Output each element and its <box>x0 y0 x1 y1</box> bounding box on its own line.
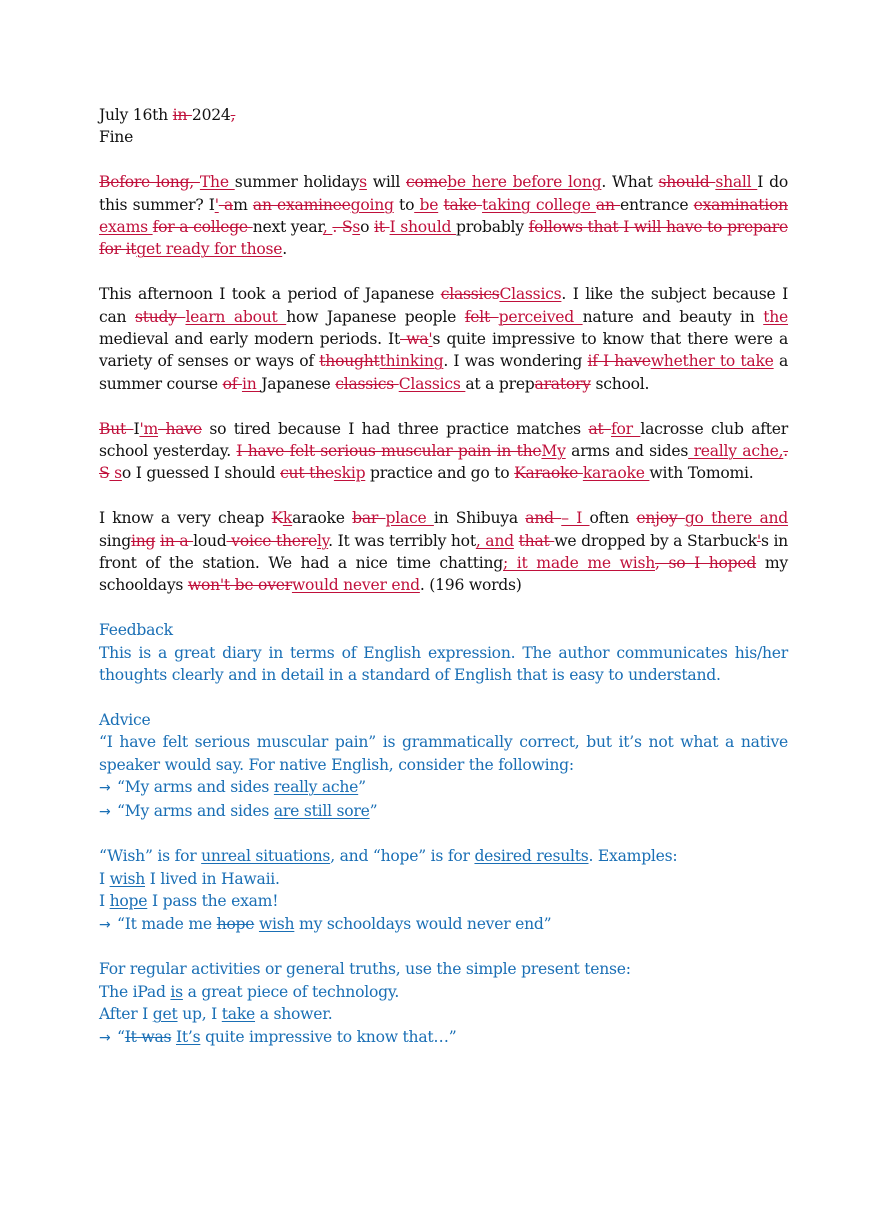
text-run: 2024 <box>191 106 231 124</box>
text-run: I know a very cheap <box>99 509 272 528</box>
diary-paragraph-1 <box>99 171 788 261</box>
text-run: I <box>133 419 140 438</box>
text-run: , and “hope” is for <box>330 847 475 866</box>
text-run: arms and sides <box>565 442 689 461</box>
diary-document <box>99 104 788 1049</box>
inserted-text: – I <box>561 509 590 528</box>
deleted-text: for a college <box>152 218 253 237</box>
suggestion-1 <box>99 776 788 799</box>
text-run: s quite impressive to know that there were a variety of senses or ways of <box>99 330 788 371</box>
deleted-text: enjoy <box>636 509 685 528</box>
underlined-text: unreal situations <box>201 847 331 866</box>
text-run: a summer course <box>99 352 789 393</box>
deleted-text: I have felt serious muscular pain in the <box>236 442 542 461</box>
suggestion-2 <box>99 800 788 823</box>
text-run: my schooldays <box>99 554 788 595</box>
text-run: For regular activities or general truths, use the simple present tense: <box>99 960 631 979</box>
underlined-text: wish <box>109 869 146 888</box>
deleted-text: in a <box>160 531 194 550</box>
deleted-text: aratory <box>534 374 591 393</box>
text-run: sing <box>99 531 132 550</box>
deleted-text: classics <box>335 374 399 393</box>
underlined-text: are still sore <box>273 801 370 820</box>
underlined-text: hope <box>109 892 148 911</box>
arrow-right-icon: → <box>99 1029 111 1046</box>
deleted-text: , <box>230 106 236 124</box>
text-run: Fine <box>99 128 134 147</box>
text-run: nature and beauty in <box>582 307 764 326</box>
deleted-text: K <box>271 509 283 528</box>
diary-date <box>99 104 788 126</box>
text-run: medieval and early modern periods. It <box>99 330 400 349</box>
text-run: school. <box>590 374 650 393</box>
deleted-text: cut the <box>280 464 334 483</box>
text-run: ” <box>369 801 378 820</box>
inserted-text: taking college <box>482 195 596 214</box>
deleted-text: a <box>218 195 234 214</box>
text-run: . It was terribly hot <box>328 531 476 550</box>
inserted-text: , <box>322 218 333 237</box>
inserted-text: whether to take <box>650 352 774 371</box>
correction-text <box>117 1028 456 1046</box>
inserted-text: s <box>352 218 361 237</box>
underlined-text: desired results <box>474 847 589 866</box>
text-run: This afternoon I took a period of Japanese <box>99 285 441 304</box>
deleted-text: an examinee <box>252 195 351 214</box>
underlined-text: It’s <box>175 1027 201 1046</box>
deleted-text: felt <box>464 307 499 326</box>
text-run: we dropped by a Starbuck <box>554 531 757 550</box>
deleted-text: ' <box>756 531 761 550</box>
advice-title: Advice <box>99 710 151 729</box>
inserted-text: in <box>241 374 262 393</box>
deleted-text: have <box>158 419 202 438</box>
deleted-text: Karaoke <box>514 464 583 483</box>
inserted-text: k <box>282 509 293 528</box>
text-run: After I <box>99 1005 153 1024</box>
diary-paragraph-4 <box>99 507 788 597</box>
present-example-1 <box>99 981 788 1003</box>
wish-hope-intro <box>99 845 788 867</box>
feedback-section <box>99 619 788 686</box>
present-example-2 <box>99 1003 788 1025</box>
underlined-text: get <box>152 1005 178 1024</box>
text-run: I lived in Hawaii. <box>145 869 280 888</box>
inserted-text: My <box>541 442 566 461</box>
correction-text <box>117 915 551 933</box>
deleted-text: thought <box>319 352 380 371</box>
feedback-title: Feedback <box>99 621 173 640</box>
text-run: in Shibuya <box>433 509 526 528</box>
hope-example <box>99 890 788 912</box>
deleted-text: . S <box>99 442 789 483</box>
deleted-text: it <box>374 218 390 237</box>
arrow-right-icon: → <box>99 916 111 933</box>
text-run: my schooldays would never end” <box>294 914 552 933</box>
text-run: araoke <box>292 509 353 528</box>
text-run: will <box>366 173 406 192</box>
deleted-text: bar <box>352 509 386 528</box>
inserted-text: ' <box>428 330 433 349</box>
text-run: ” <box>358 778 366 797</box>
inserted-text: really ache, <box>688 442 784 461</box>
text-run: “ <box>117 1027 125 1046</box>
deleted-text: It was <box>124 1027 172 1046</box>
present-correction <box>99 1026 788 1049</box>
deleted-text: examination <box>693 195 788 214</box>
text-run: I <box>99 892 110 911</box>
text-run: . I like the subject because I can <box>99 285 789 326</box>
text-run: quite impressive to know that…” <box>200 1027 457 1046</box>
deleted-text: But <box>99 419 134 438</box>
inserted-text: 'm <box>139 419 159 438</box>
text-run: July 16th <box>99 106 173 124</box>
inserted-text: ly <box>316 531 329 550</box>
deleted-text: won't be over <box>187 576 292 595</box>
deleted-text: should <box>658 173 716 192</box>
deleted-text: that <box>518 531 555 550</box>
deleted-text: classics <box>440 285 500 304</box>
inserted-text: learn about <box>185 307 287 326</box>
inserted-text: going <box>350 195 394 214</box>
inserted-text: perceived <box>498 307 583 326</box>
text-run: . (196 words) <box>419 576 522 595</box>
deleted-text: . S <box>332 218 353 237</box>
text-run: loud <box>193 531 227 550</box>
inserted-text: for <box>611 419 641 438</box>
inserted-text: exams <box>99 218 153 237</box>
inserted-text: s <box>109 464 122 483</box>
diary-weather <box>99 126 788 148</box>
text-run: a great piece of technology. <box>182 982 400 1001</box>
inserted-text: Classics <box>398 374 466 393</box>
text-run: how Japanese people <box>286 307 465 326</box>
text-run: practice and go to <box>365 464 515 483</box>
text-run: . What <box>601 173 659 192</box>
text-run: so tired because I had three practice matches <box>201 419 589 438</box>
deleted-text: wa <box>399 330 429 349</box>
text-run: entrance <box>620 195 694 214</box>
underlined-text: take <box>221 1005 256 1024</box>
deleted-text: Before long, <box>99 173 200 192</box>
text-run: s in front of the station. We had a nice time chatting <box>99 531 788 573</box>
text-run: I do this summer? I <box>99 173 788 214</box>
deleted-text: voice there <box>226 531 317 550</box>
text-run: lacrosse club after school yesterday. <box>99 419 788 461</box>
text-run: . I was wondering <box>443 352 588 371</box>
suggestion-text <box>117 778 366 796</box>
arrow-right-icon: → <box>99 780 111 797</box>
deleted-text: if I have <box>587 352 651 371</box>
wish-correction <box>99 913 788 936</box>
underlined-text: is <box>170 982 183 1001</box>
deleted-text: study <box>134 307 186 326</box>
deleted-text: an <box>595 195 621 214</box>
text-run: summer holiday <box>234 173 360 192</box>
inserted-text: go there and <box>684 509 789 528</box>
deleted-text: , so I hoped <box>655 554 757 573</box>
text-run: to <box>393 195 415 214</box>
text-run: “My arms and sides <box>117 801 274 820</box>
text-run: I <box>99 869 110 888</box>
inserted-text: the <box>763 307 789 326</box>
text-run: up, I <box>177 1005 222 1024</box>
inserted-text: ' <box>214 195 219 214</box>
deleted-text: in <box>172 106 192 124</box>
inserted-text: get ready for those <box>136 240 283 259</box>
deleted-text: hope <box>216 914 255 933</box>
text-run: Japanese <box>261 374 336 393</box>
inserted-text: I should <box>389 218 456 237</box>
inserted-text: place <box>385 509 434 528</box>
text-run: “My arms and sides <box>117 778 274 797</box>
deleted-text: come <box>406 173 448 192</box>
inserted-text: be here before long <box>447 173 602 192</box>
text-run: I pass the exam! <box>147 892 279 911</box>
inserted-text: skip <box>333 464 366 483</box>
text-run: o <box>360 218 374 237</box>
text-run: “Wish” is for <box>99 847 202 866</box>
deleted-text: at <box>588 419 611 438</box>
inserted-text: The <box>199 173 235 192</box>
text-run: . <box>282 240 287 259</box>
text-run: o I guessed I should <box>121 464 281 483</box>
advice-intro: “I have felt serious muscular pain” is grammatically correct, but it’s not what a native speaker would say. For native English, consider the following: <box>99 733 788 774</box>
deleted-text: take <box>443 195 483 214</box>
deleted-text: follows that I will have to prepare for it <box>99 218 788 259</box>
inserted-text: would never end <box>291 576 420 595</box>
diary-paragraph-2 <box>99 283 788 395</box>
feedback-body: This is a great diary in terms of English expression. The author communicates his/her thoughts clearly and in detail in a standard of English that is easy to understand. <box>99 643 788 685</box>
wish-example <box>99 868 788 890</box>
text-run: next year <box>252 218 323 237</box>
inserted-text: s <box>359 173 367 192</box>
arrow-right-icon: → <box>99 803 111 820</box>
text-run: The iPad <box>99 982 171 1001</box>
inserted-text: shall <box>715 173 758 192</box>
inserted-text: karaoke <box>582 464 650 483</box>
underlined-text: wish <box>258 914 295 933</box>
text-run: at a prep <box>465 374 535 393</box>
deleted-text: of <box>222 374 242 393</box>
suggestion-text <box>117 802 377 820</box>
text-run: “It made me <box>117 914 217 933</box>
present-tense-intro <box>99 958 788 980</box>
underlined-text: really ache <box>273 778 359 797</box>
inserted-text: ; it made me wish <box>503 554 655 573</box>
text-run: with Tomomi. <box>649 464 754 483</box>
text-run: often <box>589 509 637 528</box>
diary-paragraph-3 <box>99 418 788 485</box>
inserted-text: , and <box>475 531 514 550</box>
text-run: probably <box>455 218 529 237</box>
text-run: . Examples: <box>588 847 678 866</box>
inserted-text: thinking <box>379 352 444 371</box>
text-run: m <box>233 195 253 214</box>
advice-section <box>99 709 788 1049</box>
text-run: a shower. <box>255 1005 333 1024</box>
inserted-text: be <box>414 195 439 214</box>
deleted-text: ing <box>131 531 156 550</box>
inserted-text: Classics <box>499 285 562 304</box>
deleted-text: and <box>525 509 562 528</box>
